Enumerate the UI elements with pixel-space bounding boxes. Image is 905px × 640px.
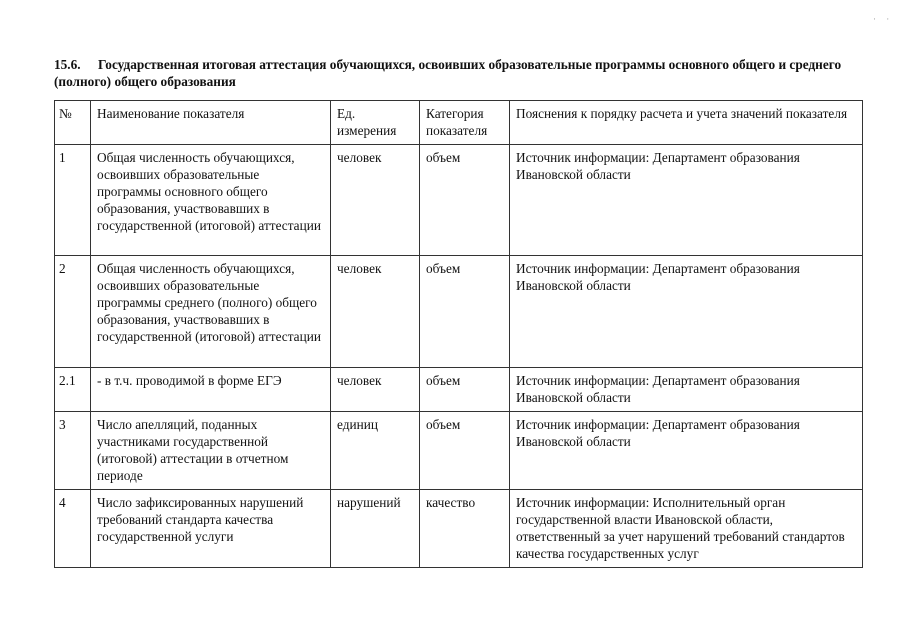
section-number: 15.6. [54, 57, 81, 72]
cell-unit: человек [331, 145, 420, 256]
cell-name: Общая численность обучающихся, освоивших образовательные программы основного общего образования, участвовавших в государственной (итоговой) аттестации [91, 145, 331, 256]
cell-unit: человек [331, 256, 420, 368]
section-heading [54, 56, 844, 90]
cell-no: 1 [55, 145, 91, 256]
table-row [55, 368, 863, 412]
indicators-table [54, 100, 863, 568]
cell-category: объем [420, 412, 510, 490]
cell-unit: человек [331, 368, 420, 412]
table-row [55, 412, 863, 490]
cell-notes: Источник информации: Департамент образования Ивановской области [510, 256, 863, 368]
cell-no: 3 [55, 412, 91, 490]
cell-notes: Источник информации: Исполнительный орган государственной власти Ивановской области, ответственный за учет нарушений требований стандартов качества государственных услуг [510, 490, 863, 568]
table-row [55, 256, 863, 368]
table-header-row [55, 101, 863, 145]
cell-notes: Источник информации: Департамент образования Ивановской области [510, 145, 863, 256]
cell-category: объем [420, 145, 510, 256]
cell-name: - в т.ч. проводимой в форме ЕГЭ [91, 368, 331, 412]
table-row [55, 490, 863, 568]
cell-unit: нарушений [331, 490, 420, 568]
cell-no: 4 [55, 490, 91, 568]
header-no: № [55, 101, 91, 145]
cell-name: Число зафиксированных нарушений требований стандарта качества государственной услуги [91, 490, 331, 568]
cell-name: Общая численность обучающихся, освоивших образовательные программы среднего (полного) общего образования, участвовавших в государственной (итоговой) аттестации [91, 256, 331, 368]
cell-category: качество [420, 490, 510, 568]
scan-artifact-mark: · · [873, 14, 894, 24]
cell-notes: Источник информации: Департамент образования Ивановской области [510, 412, 863, 490]
cell-no: 2 [55, 256, 91, 368]
section-title: Государственная итоговая аттестация обучающихся, освоивших образовательные программы основного общего и среднего (полного) общего образования [54, 57, 842, 89]
header-unit: Ед. измерения [331, 101, 420, 145]
table-row [55, 145, 863, 256]
cell-unit: единиц [331, 412, 420, 490]
cell-name: Число апелляций, поданных участниками государственной (итоговой) аттестации в отчетном периоде [91, 412, 331, 490]
cell-category: объем [420, 256, 510, 368]
header-name: Наименование показателя [91, 101, 331, 145]
cell-notes: Источник информации: Департамент образования Ивановской области [510, 368, 863, 412]
header-category: Категория показателя [420, 101, 510, 145]
cell-no: 2.1 [55, 368, 91, 412]
cell-category: объем [420, 368, 510, 412]
header-notes: Пояснения к порядку расчета и учета значений показателя [510, 101, 863, 145]
